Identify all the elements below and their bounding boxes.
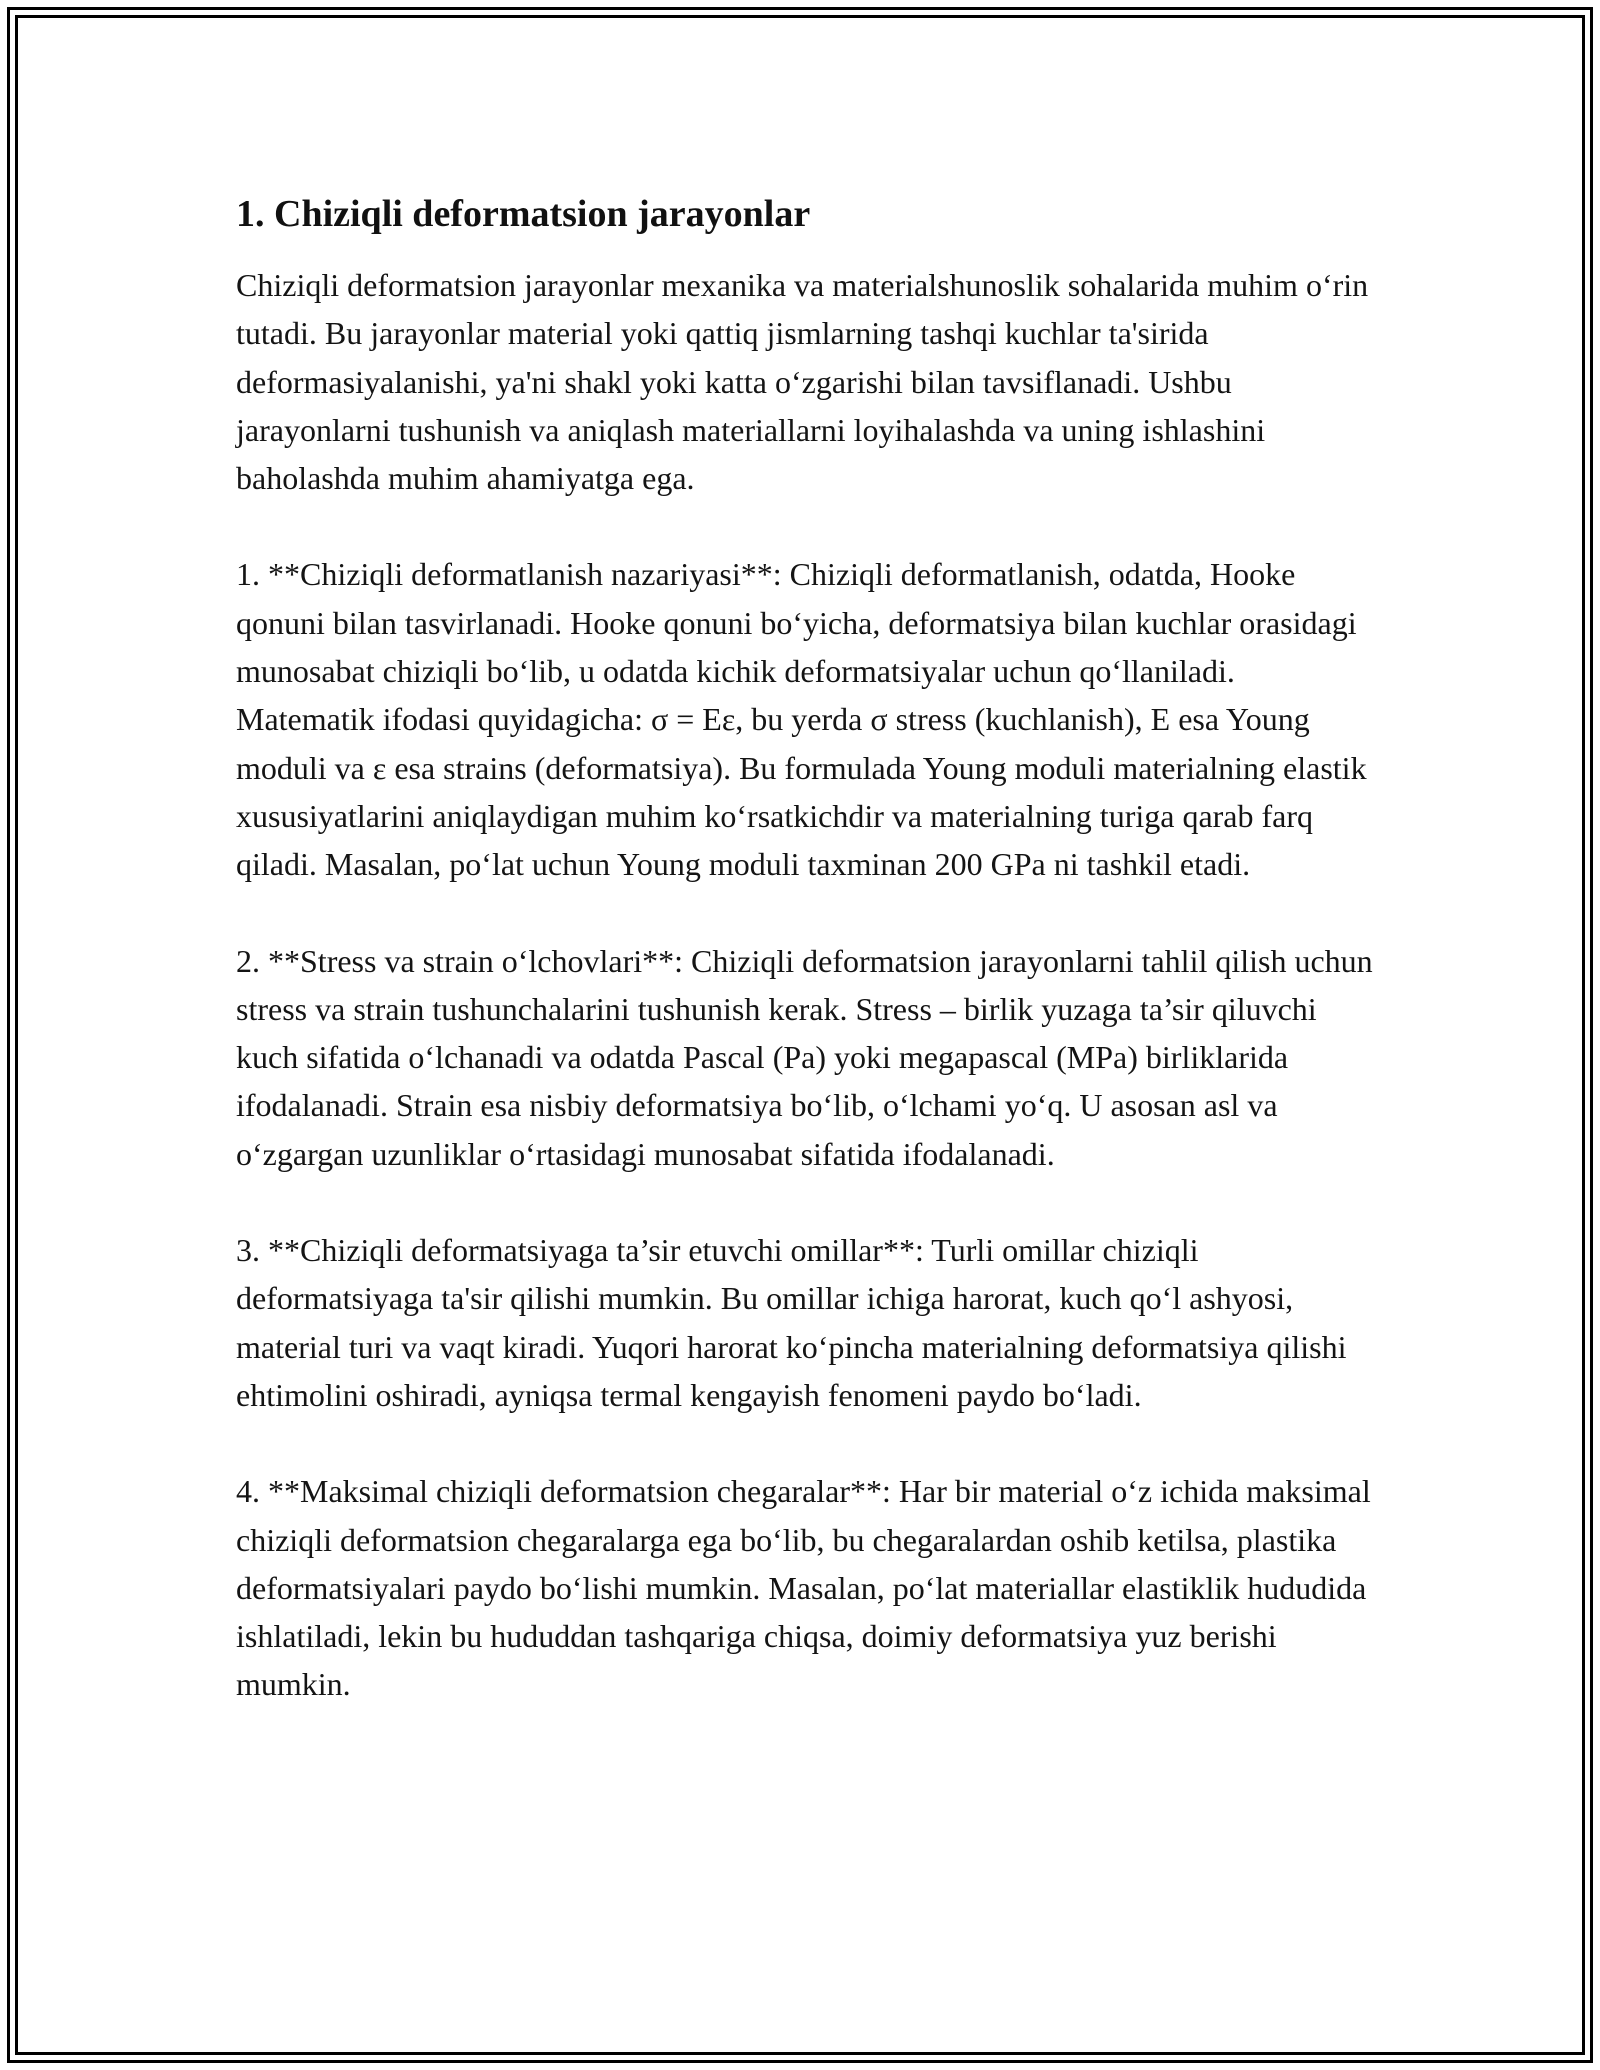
paragraph-limits: 4. **Maksimal chiziqli deformatsion chegaralar**: Har bir material o‘z ichida maksimal chiziqli deformatsion chegaralarga ega bo‘lib, bu chegaralardan oshib ketilsa, plastika deformatsiyalari paydo bo‘lishi mumkin. Masalan, po‘lat materiallar elastiklik hududida ishlatiladi, lekin bu hududdan tashqariga chiqsa, doimiy deformatsiya yuz berishi mumkin. — [236, 1473, 1371, 1703]
paragraph-factors: 3. **Chiziqli deformatsiyaga ta’sir etuvchi omillar**: Turli omillar chiziqli deformatsiyaga ta'sir qilishi mumkin. Bu omillar ichiga harorat, kuch qo‘l ashyosi, material turi va vaqt kiradi. Yuqori harorat ko‘pincha materialning deformatsiya qilishi ehtimolini oshiradi, ayniqsa termal kengayish fenomeni paydo bo‘ladi. — [236, 1232, 1347, 1413]
paragraph-hooke-law: 1. **Chiziqli deformatlanish nazariyasi**: Chiziqli deformatlanish, odatda, Hooke qonuni bilan tasvirlanadi. Hooke qonuni bo‘yicha, deformatsiya bilan kuchlar orasidagi munosabat chiziqli bo‘lib, u odatda kichik deformatsiyalar uchun qo‘llaniladi. Matematik ifodasi quyidagicha: σ = Eε, bu yerda σ stress (kuchlanish), E esa Young moduli va ε esa strains (deformatsiya). Bu formulada Young moduli materialning elastik xususiyatlarini aniqlaydigan muhim ko‘rsatkichdir va materialning turiga qarab farq qiladi. Masalan, po‘lat uchun Young moduli taxminan 200 GPa ni tashkil etadi. — [236, 556, 1367, 883]
document-body — [236, 188, 1381, 1709]
paragraph-stress-strain: 2. **Stress va strain o‘lchovlari**: Chiziqli deformatsion jarayonlarni tahlil qilish uchun stress va strain tushunchalarini tushunish kerak. Stress – birlik yuzaga ta’sir qiluvchi kuch sifatida o‘lchanadi va odatda Pascal (Pa) yoki megapascal (MPa) birliklarida ifodalanadi. Strain esa nisbiy deformatsiya bo‘lib, o‘lchami yo‘q. U asosan asl va o‘zgargan uzunliklar o‘rtasidagi munosabat sifatida ifodalanadi. — [236, 942, 1373, 1172]
intro-paragraph: Chiziqli deformatsion jarayonlar mexanika va materialshunoslik sohalarida muhim o‘rin tutadi. Bu jarayonlar material yoki qattiq jismlarning tashqi kuchlar ta'sirida deformasiyalanishi, ya'ni shakl yoki katta o‘zgarishi bilan tavsiflanadi. Ushbu jarayonlarni tushunish va aniqlash materiallarni loyihalashda va uning ishlashini baholashda muhim ahamiyatga ega. — [236, 267, 1369, 497]
section-heading: 1. Chiziqli deformatsion jarayonlar — [236, 193, 811, 235]
